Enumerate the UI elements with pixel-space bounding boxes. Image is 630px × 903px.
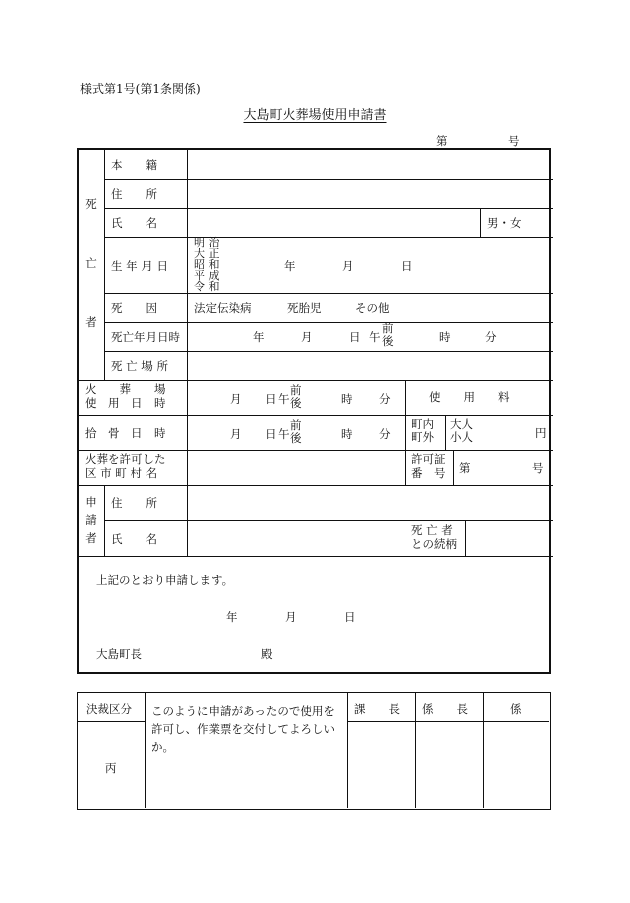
unit-chief-label: 係 長 (422, 702, 468, 716)
bone-day-unit: 日 (265, 427, 277, 441)
relationship-label (411, 523, 457, 551)
form-title: 大島町火葬場使用申請書 (243, 108, 387, 123)
bone-collection-label: 拾 骨 日 時 (85, 426, 166, 440)
application-month-unit: 月 (285, 610, 297, 624)
deceased-group-char-3: 者 (85, 315, 97, 329)
deceased-name-label: 氏 名 (111, 216, 157, 230)
fee-label: 使 用 料 (429, 390, 510, 404)
cause-option-stillbirth[interactable]: 死胎児 (287, 301, 322, 315)
death-place-label: 死 亡 場 所 (111, 359, 168, 373)
cause-label: 死 因 (111, 301, 157, 315)
death-am-option[interactable]: 前 (382, 321, 394, 335)
child-option[interactable]: 小人 (450, 430, 473, 444)
birth-day-unit: 日 (401, 259, 413, 273)
use-minute-unit: 分 (379, 392, 391, 406)
permit-number-label-line1: 許可証 (411, 452, 446, 466)
application-form-table (77, 148, 551, 674)
relationship-label-line2: との続柄 (411, 537, 457, 551)
use-ampm-options[interactable] (290, 384, 302, 410)
application-statement: 上記のとおり申請します。 (96, 573, 234, 587)
era-reiwa[interactable]: 令 和 (194, 280, 220, 293)
death-hour-unit: 時 (439, 330, 451, 344)
use-hour-unit: 時 (341, 392, 353, 406)
town-out-option[interactable]: 町外 (411, 430, 434, 444)
bone-hour-unit: 時 (341, 427, 353, 441)
use-month-unit: 月 (230, 392, 242, 406)
use-ampm-prefix: 午 (278, 392, 290, 406)
cremation-use-label-line2: 使 用 日 時 (85, 396, 166, 410)
birthdate-label: 生 年 月 日 (111, 259, 168, 273)
decision-message-line3: か。 (151, 740, 174, 754)
decision-table (77, 692, 551, 810)
permit-number-suffix: 号 (532, 461, 544, 475)
permit-municipality-label-line1: 火葬を許可した (85, 452, 166, 466)
decision-message (151, 702, 335, 756)
staff-label: 係 (510, 702, 522, 716)
cause-option-infectious[interactable]: 法定伝染病 (194, 301, 252, 315)
use-am-option[interactable]: 前 (290, 383, 302, 397)
bone-am-option[interactable]: 前 (290, 418, 302, 432)
addressee: 大島町長 (96, 647, 142, 661)
death-ampm-prefix: 午 (369, 330, 381, 344)
application-day-unit: 日 (344, 610, 356, 624)
era-options[interactable] (194, 237, 220, 292)
permit-municipality-label-line2: 区 市 町 村 名 (85, 466, 158, 480)
receipt-number-prefix: 第 (436, 134, 448, 148)
relationship-label-line1: 死 亡 者 (411, 523, 453, 537)
era-heisei[interactable]: 平 成 (194, 269, 220, 282)
decision-message-line1: このように申請があったので使用を (151, 704, 335, 718)
death-day-unit: 日 (349, 330, 361, 344)
honorific: 殿 (261, 647, 273, 661)
bone-pm-option[interactable]: 後 (290, 431, 302, 445)
applicant-group-char-2: 請 (85, 513, 97, 527)
deceased-address-label: 住 所 (111, 187, 157, 201)
applicant-group-label (84, 493, 98, 547)
permit-number-label-line2: 番 号 (411, 466, 446, 480)
residency-options[interactable] (411, 418, 434, 444)
deceased-group-char-2: 亡 (85, 256, 97, 270)
bone-ampm-prefix: 午 (278, 427, 290, 441)
use-day-unit: 日 (265, 392, 277, 406)
receipt-number-suffix: 号 (508, 134, 520, 148)
decision-category-value: 丙 (105, 761, 117, 775)
sex-option[interactable]: 男・女 (487, 216, 522, 230)
cremation-use-label (85, 382, 166, 410)
death-ampm-options[interactable] (382, 322, 394, 348)
permit-number-label (411, 452, 446, 480)
yen-unit: 円 (535, 426, 547, 440)
decision-category-label: 決裁区分 (86, 702, 132, 716)
town-in-option[interactable]: 町内 (411, 417, 434, 431)
era-meiji[interactable]: 明 治 (194, 236, 220, 249)
application-year-unit: 年 (226, 610, 238, 624)
decision-message-line2: 許可し、作業票を交付してよろしい (151, 722, 335, 736)
era-showa[interactable]: 昭 和 (194, 258, 220, 271)
honseki-label: 本 籍 (111, 158, 157, 172)
bone-ampm-options[interactable] (290, 419, 302, 445)
era-taisho[interactable]: 大 正 (194, 247, 220, 260)
death-pm-option[interactable]: 後 (382, 334, 394, 348)
permit-number-prefix: 第 (459, 461, 471, 475)
death-month-unit: 月 (301, 330, 313, 344)
age-options[interactable] (450, 418, 473, 444)
permit-municipality-label (85, 452, 166, 480)
bone-minute-unit: 分 (379, 427, 391, 441)
applicant-name-label: 氏 名 (111, 532, 157, 546)
bone-month-unit: 月 (230, 427, 242, 441)
adult-option[interactable]: 大人 (450, 417, 473, 431)
cause-option-other[interactable]: その他 (355, 301, 390, 315)
death-year-unit: 年 (253, 330, 265, 344)
cremation-use-label-line1: 火 葬 場 (85, 382, 166, 396)
applicant-group-char-3: 者 (85, 531, 97, 545)
death-minute-unit: 分 (485, 330, 497, 344)
form-number: 様式第1号(第1条関係) (80, 82, 201, 96)
death-datetime-label: 死亡年月日時 (111, 330, 180, 344)
use-pm-option[interactable]: 後 (290, 396, 302, 410)
section-chief-label: 課 長 (354, 702, 400, 716)
deceased-group-char-1: 死 (85, 197, 97, 211)
applicant-address-label: 住 所 (111, 496, 157, 510)
birth-year-unit: 年 (284, 259, 296, 273)
birth-month-unit: 月 (342, 259, 354, 273)
applicant-group-char-1: 申 (85, 495, 97, 509)
